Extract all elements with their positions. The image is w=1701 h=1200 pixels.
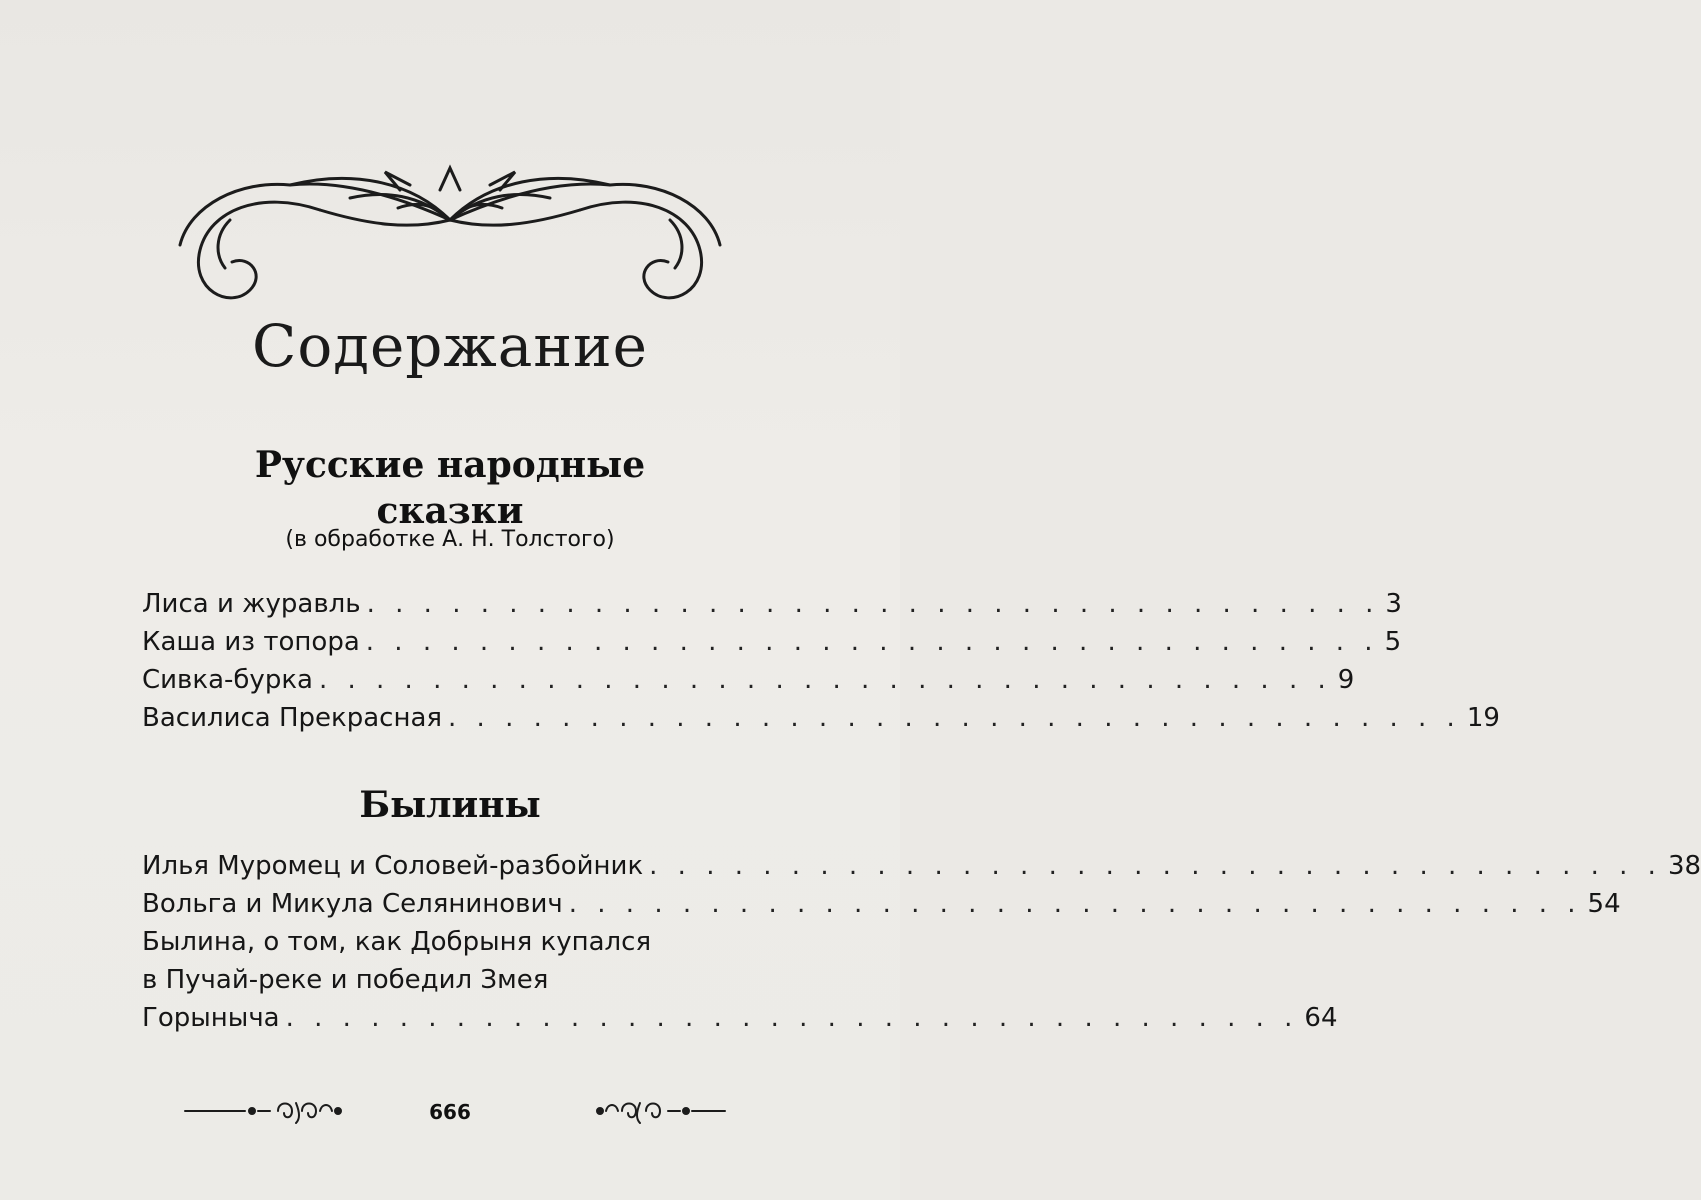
page-number: 666 bbox=[429, 1100, 471, 1124]
section-heading-fairy-tales bbox=[0, 442, 900, 534]
toc-entry-title: Илья Муромец и Соловей-разбойник bbox=[142, 851, 644, 881]
dot-leader: . . . . . . . . . . . . . . . . . . . . . . . . . . . . . . . . . . . . bbox=[649, 851, 1662, 881]
toc-entry-page: 38 bbox=[1667, 851, 1701, 881]
toc-entry-title-line[interactable]: Былина, о том, как Добрыня купался bbox=[142, 927, 652, 957]
toc-entry[interactable] bbox=[142, 999, 1338, 1037]
toc-entry[interactable] bbox=[142, 623, 1402, 661]
toc-entry[interactable] bbox=[142, 661, 1355, 699]
toc-entry-title: Василиса Прекрасная bbox=[142, 703, 443, 733]
toc-entry[interactable] bbox=[142, 585, 1402, 623]
toc-entry-page: 19 bbox=[1466, 703, 1500, 733]
toc-list-bylinas bbox=[142, 847, 1701, 1037]
toc-entry-title: Сивка-бурка bbox=[142, 665, 313, 695]
toc-entry[interactable] bbox=[142, 885, 1621, 923]
dot-leader: . . . . . . . . . . . . . . . . . . . . . . . . . . . . . . . . . . . . bbox=[448, 703, 1461, 733]
toc-entry-title: Каша из топора bbox=[142, 627, 360, 657]
floral-ornament-icon bbox=[170, 150, 730, 315]
toc-entry[interactable] bbox=[142, 699, 1500, 737]
toc-entry-page: 5 bbox=[1384, 627, 1402, 657]
footer-ornament-right-icon bbox=[450, 1093, 750, 1129]
toc-entry-title: Горыныча bbox=[142, 1003, 280, 1033]
toc-entry-page: 64 bbox=[1304, 1003, 1338, 1033]
section-heading-bylinas: Былины bbox=[359, 784, 541, 826]
page-title: Содержание bbox=[251, 312, 649, 380]
section-heading-line2: сказки bbox=[376, 490, 524, 532]
toc-entry-page: 54 bbox=[1587, 889, 1621, 919]
toc-list-fairy-tales bbox=[142, 585, 1500, 737]
dot-leader: . . . . . . . . . . . . . . . . . . . . . . . . . . . . . . . . . . . . bbox=[568, 889, 1582, 919]
section-subheading: (в обработке А. Н. Толстого) bbox=[285, 527, 615, 552]
dot-leader: . . . . . . . . . . . . . . . . . . . . . . . . . . . . . . . . . . . . bbox=[285, 1003, 1299, 1033]
toc-entry-page: 3 bbox=[1385, 589, 1402, 619]
dot-leader: . . . . . . . . . . . . . . . . . . . . . . . . . . . . . . . . . . . . bbox=[318, 665, 1332, 695]
toc-entry-title: Вольга и Микула Селянинович bbox=[142, 889, 563, 919]
toc-entry[interactable] bbox=[142, 847, 1701, 885]
dot-leader: . . . . . . . . . . . . . . . . . . . . . . . . . . . . . . . . . . . . bbox=[366, 589, 1380, 619]
toc-entry-page: 9 bbox=[1337, 665, 1355, 695]
dot-leader: . . . . . . . . . . . . . . . . . . . . . . . . . . . . . . . . . . . . bbox=[365, 627, 1379, 657]
toc-entry-title: Лиса и журавль bbox=[142, 589, 361, 619]
toc-entry-title-line[interactable]: в Пучай-реке и победил Змея bbox=[142, 965, 549, 995]
section-heading-line1: Русские народные bbox=[254, 444, 646, 486]
